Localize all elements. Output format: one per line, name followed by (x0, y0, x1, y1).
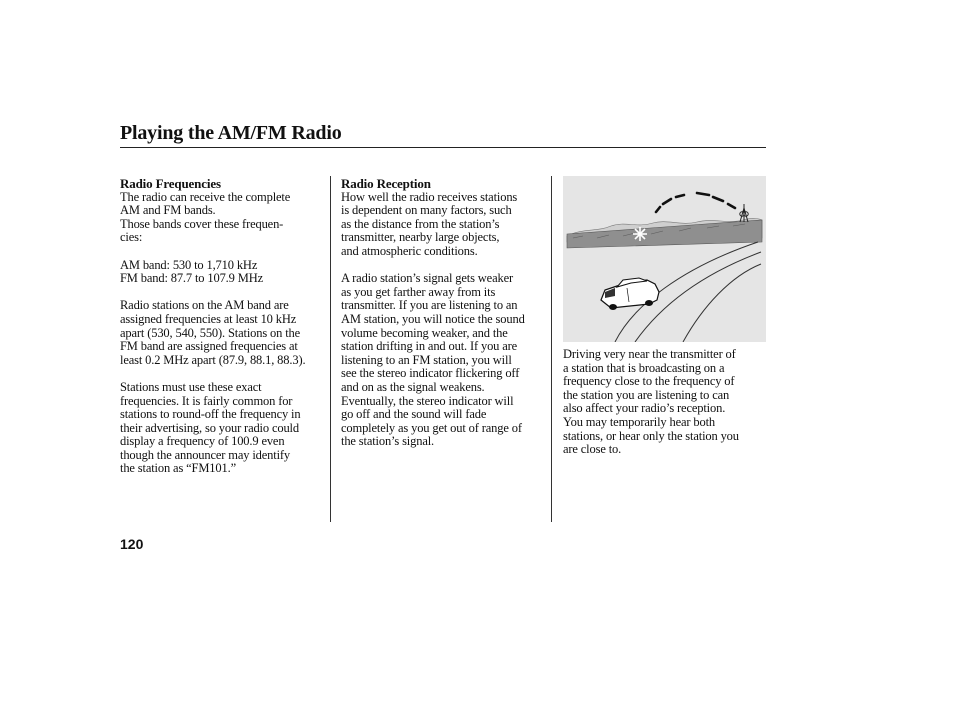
radio-reception-illustration (563, 176, 766, 342)
column-divider-1 (330, 176, 331, 522)
radio-reception-heading: Radio Reception (341, 176, 431, 191)
radio-frequencies-heading: Radio Frequencies (120, 176, 221, 191)
page-number: 120 (120, 536, 144, 552)
reception-interference-section (563, 348, 769, 457)
body-paragraph: A radio station’s signal gets weaker as you get farther away from its transmitter. If you are listening to an AM station, you will notice the sound volume becoming weaker, and the station drifting in and out. If you are listening to an FM station, you will see the stereo indicator flickering off and on as the signal weakens. Eventually, the stereo indicator will go off and the sound will fade completely as you get out of range of the station’s signal. (341, 271, 525, 449)
body-paragraph: Radio stations on the AM band are assigned frequencies at least 10 kHz apart (530, 540, 550). Stations on the FM band are assigned frequencies at least 0.2 MHz apart (87.9, 88.1, 88.3). (120, 298, 306, 367)
radio-reception-section (341, 177, 549, 449)
body-paragraph: Driving very near the transmitter of a station that is broadcasting on a frequency close to the frequency of the station you are listening to can also affect your radio’s reception. You may temporarily hear both stations, or hear only the station you are close to. (563, 347, 739, 457)
body-paragraph: How well the radio receives stations is dependent on many factors, such as the distance from the station’s transmitter, nearby large objects, and atmospheric conditions. (341, 189, 518, 258)
body-paragraph: Stations must use these exact frequencies. It is fairly common for stations to round-off the frequency in their advertising, so your radio could display a frequency of 100.9 even though the announcer may identify the station as “FM101.” (120, 379, 301, 476)
body-paragraph: Those bands cover these frequen- cies: (120, 216, 284, 245)
road-car-transmitter-illustration (563, 176, 766, 342)
column-divider-2 (551, 176, 552, 522)
body-paragraph: The radio can receive the complete AM and FM bands. (120, 189, 291, 218)
page-title: Playing the AM/FM Radio (120, 122, 342, 144)
radio-frequencies-section (120, 177, 326, 476)
frequency-bands: AM band: 530 to 1,710 kHz FM band: 87.7 to 107.9 MHz (120, 257, 263, 286)
title-rule (120, 147, 766, 148)
